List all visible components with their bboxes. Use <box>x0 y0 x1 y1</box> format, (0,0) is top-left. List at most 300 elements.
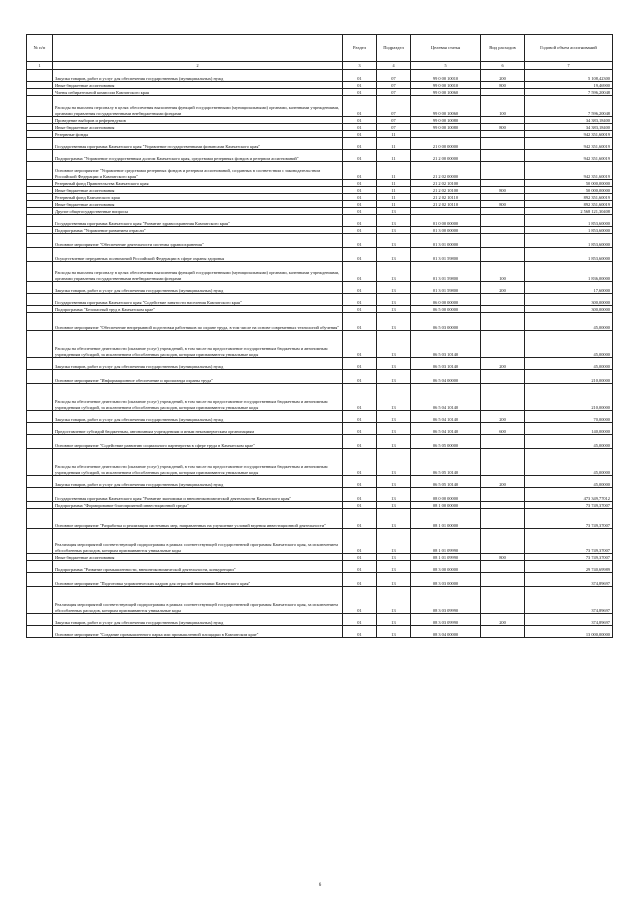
row-num-cell <box>27 313 53 331</box>
row-podrazdel-cell: 11 <box>377 131 411 138</box>
row-podrazdel-cell: 11 <box>377 150 411 162</box>
row-name-cell: Иные бюджетные ассигнования <box>53 124 343 131</box>
table-row <box>27 162 613 180</box>
row-vid-cell: 800 <box>481 82 525 89</box>
row-razdel-cell: 01 <box>343 573 377 587</box>
table-body <box>27 70 613 638</box>
row-article-cell: 06 5 03 00000 <box>411 313 481 331</box>
row-amount-cell: 942 351,60019 <box>525 162 613 180</box>
row-vid-cell: 100 <box>481 96 525 117</box>
table-row <box>27 117 613 124</box>
row-name-cell: Государственная программа Камчатского края "Развитие экономики и внешнеэкономической деятельности Камчатского края" <box>53 488 343 502</box>
row-razdel-cell: 01 <box>343 124 377 131</box>
row-name-cell: Иные бюджетные ассигнования <box>53 82 343 89</box>
row-name-cell: Закупка товаров, работ и услуг для обеспечения государственных (муниципальных) нужд <box>53 70 343 82</box>
row-podrazdel-cell: 13 <box>377 248 411 262</box>
row-num-cell <box>27 131 53 138</box>
row-razdel-cell: 01 <box>343 89 377 96</box>
table-row <box>27 331 613 358</box>
row-razdel-cell: 01 <box>343 262 377 282</box>
row-name-cell: Расходы на обеспечение деятельности (оказание услуг) учреждений, в том числе на предоставление государственным бюджетным и автономным учреждениям субсидий, за исключением обособленных расходов, которым присваиваются уникальные коды <box>53 384 343 411</box>
row-razdel-cell: 01 <box>343 554 377 561</box>
row-podrazdel-cell: 13 <box>377 476 411 488</box>
row-num-cell <box>27 282 53 294</box>
row-num-cell <box>27 294 53 306</box>
row-podrazdel-cell: 07 <box>377 124 411 131</box>
row-amount-cell: 1 853,60000 <box>525 234 613 248</box>
row-vid-cell <box>481 384 525 411</box>
colnum-4: 4 <box>377 62 411 70</box>
row-name-cell: Иные бюджетные ассигнования <box>53 187 343 194</box>
row-vid-cell <box>481 435 525 449</box>
table-row <box>27 248 613 262</box>
colnum-1: 1 <box>27 62 53 70</box>
row-razdel-cell: 01 <box>343 117 377 124</box>
table-row <box>27 529 613 554</box>
row-vid-cell <box>481 234 525 248</box>
row-razdel-cell: 01 <box>343 187 377 194</box>
row-vid-cell: 200 <box>481 282 525 294</box>
row-podrazdel-cell: 13 <box>377 626 411 638</box>
row-name-cell: Расходы на обеспечение деятельности (оказание услуг) учреждений, в том числе на предоставление государственным бюджетным и автономным учреждениям субсидий, за исключением обособленных расходов, которым присваиваются уникальные коды <box>53 449 343 476</box>
row-num-cell <box>27 449 53 476</box>
row-razdel-cell: 01 <box>343 227 377 234</box>
row-razdel-cell: 01 <box>343 423 377 435</box>
table-row <box>27 201 613 208</box>
table-row <box>27 306 613 313</box>
row-razdel-cell: 01 <box>343 529 377 554</box>
table-row <box>27 509 613 529</box>
row-article-cell: 01 3 01 59800 <box>411 282 481 294</box>
table-row <box>27 488 613 502</box>
table-row <box>27 411 613 423</box>
table-row <box>27 96 613 117</box>
row-razdel-cell: 01 <box>343 282 377 294</box>
row-name-cell: Осуществление переданных полномочий Российской Федерации в сфере охраны здоровья <box>53 248 343 262</box>
row-article-cell: 01 3 01 00000 <box>411 234 481 248</box>
row-razdel-cell: 01 <box>343 138 377 150</box>
row-num-cell <box>27 561 53 573</box>
row-amount-cell: 5 108,42300 <box>525 70 613 82</box>
budget-table <box>26 34 613 638</box>
row-name-cell: Основное мероприятие "Разработка и реализация системных мер, направленных на улучшение условий ведения инвестиционной деятельности" <box>53 509 343 529</box>
row-vid-cell <box>481 194 525 201</box>
row-podrazdel-cell: 07 <box>377 117 411 124</box>
row-razdel-cell: 01 <box>343 370 377 384</box>
row-amount-cell: 942 351,60019 <box>525 131 613 138</box>
row-amount-cell: 374,89697 <box>525 587 613 614</box>
row-amount-cell: 210,00000 <box>525 384 613 411</box>
row-razdel-cell: 01 <box>343 208 377 215</box>
header-num: № п/п <box>27 35 53 62</box>
header-amount: Годовой объем ассигнований <box>525 35 613 62</box>
row-vid-cell: 200 <box>481 70 525 82</box>
table-row <box>27 194 613 201</box>
row-name-cell: Основное мероприятие "Подготовка управленческих кадров для отраслей экономики Камчатского края" <box>53 573 343 587</box>
row-razdel-cell: 01 <box>343 561 377 573</box>
row-podrazdel-cell: 11 <box>377 187 411 194</box>
row-razdel-cell: 01 <box>343 194 377 201</box>
row-vid-cell: 800 <box>481 201 525 208</box>
row-vid-cell <box>481 180 525 187</box>
row-article-cell: 99 0 00 10060 <box>411 96 481 117</box>
row-amount-cell: 7 596,20048 <box>525 96 613 117</box>
row-podrazdel-cell: 13 <box>377 331 411 358</box>
row-num-cell <box>27 411 53 423</box>
row-podrazdel-cell: 13 <box>377 449 411 476</box>
row-article-cell: 01 3 00 00000 <box>411 227 481 234</box>
row-amount-cell: 29 740,69989 <box>525 561 613 573</box>
table-row <box>27 234 613 248</box>
row-podrazdel-cell: 13 <box>377 294 411 306</box>
row-podrazdel-cell: 13 <box>377 282 411 294</box>
row-num-cell <box>27 502 53 509</box>
row-amount-cell: 73 749,37007 <box>525 509 613 529</box>
row-razdel-cell: 01 <box>343 248 377 262</box>
row-article-cell: 21 2 02 10110 <box>411 194 481 201</box>
row-amount-cell: 1 853,60000 <box>525 248 613 262</box>
row-article-cell: 06 5 03 10140 <box>411 358 481 370</box>
row-podrazdel-cell: 13 <box>377 313 411 331</box>
colnum-2: 2 <box>53 62 343 70</box>
table-row <box>27 561 613 573</box>
row-article-cell: 21 2 02 00000 <box>411 162 481 180</box>
row-razdel-cell: 01 <box>343 411 377 423</box>
row-podrazdel-cell: 11 <box>377 201 411 208</box>
row-amount-cell: 942 351,60019 <box>525 150 613 162</box>
row-amount-cell: 73 749,37007 <box>525 529 613 554</box>
row-num-cell <box>27 124 53 131</box>
row-razdel-cell: 01 <box>343 502 377 509</box>
row-vid-cell <box>481 208 525 215</box>
table-row <box>27 502 613 509</box>
row-razdel-cell: 01 <box>343 215 377 227</box>
row-amount-cell: 7 596,20048 <box>525 89 613 96</box>
row-vid-cell <box>481 313 525 331</box>
row-article-cell: 21 2 02 10100 <box>411 180 481 187</box>
row-article-cell: 06 5 04 10140 <box>411 411 481 423</box>
row-num-cell <box>27 626 53 638</box>
row-podrazdel-cell: 07 <box>377 96 411 117</box>
page-number: 6 <box>318 883 322 888</box>
table-row <box>27 554 613 561</box>
row-amount-cell: 374,89697 <box>525 573 613 587</box>
row-podrazdel-cell: 13 <box>377 488 411 502</box>
table-row <box>27 384 613 411</box>
header-name <box>53 35 343 62</box>
row-article-cell: 06 5 04 00000 <box>411 370 481 384</box>
row-num-cell <box>27 201 53 208</box>
row-amount-cell: 300,00000 <box>525 294 613 306</box>
row-num-cell <box>27 384 53 411</box>
table-row <box>27 423 613 435</box>
row-amount-cell: 13 000,00000 <box>525 626 613 638</box>
row-razdel-cell: 01 <box>343 626 377 638</box>
row-name-cell: Расходы на обеспечение деятельности (оказание услуг) учреждений, в том числе на предоставление государственным бюджетным и автономным учреждениям субсидий, за исключением обособленных расходов, которым присваиваются уникальные коды <box>53 331 343 358</box>
row-num-cell <box>27 138 53 150</box>
row-podrazdel-cell: 13 <box>377 411 411 423</box>
row-name-cell: Подпрограмма "Развитие промышленности, внешнеэкономической деятельности, конкуренции" <box>53 561 343 573</box>
table-row <box>27 587 613 614</box>
row-article-cell: 06 0 00 00000 <box>411 294 481 306</box>
table-row <box>27 227 613 234</box>
table-row <box>27 294 613 306</box>
row-vid-cell <box>481 138 525 150</box>
row-name-cell: Резервные фонды <box>53 131 343 138</box>
row-article-cell: 06 5 00 00000 <box>411 306 481 313</box>
row-amount-cell: 942 351,60019 <box>525 138 613 150</box>
row-num-cell <box>27 476 53 488</box>
row-num-cell <box>27 488 53 502</box>
header-razdel: Раздел <box>343 35 377 62</box>
row-vid-cell: 200 <box>481 358 525 370</box>
row-article-cell: 08 3 03 09990 <box>411 614 481 626</box>
row-vid-cell <box>481 488 525 502</box>
table-row <box>27 614 613 626</box>
row-name-cell: Государственная программа Камчатского края "Содействие занятости населения Камчатского края" <box>53 294 343 306</box>
row-podrazdel-cell: 13 <box>377 554 411 561</box>
row-vid-cell <box>481 215 525 227</box>
row-num-cell <box>27 234 53 248</box>
table-row <box>27 313 613 331</box>
row-razdel-cell: 01 <box>343 82 377 89</box>
row-razdel-cell: 01 <box>343 313 377 331</box>
row-amount-cell: 45,00000 <box>525 435 613 449</box>
row-name-cell: Расходы на выплаты персоналу в целях обеспечения выполнения функций государственными (муниципальными) органами, казенными учреждениями, органами управления государственными внебюджетными фондами <box>53 96 343 117</box>
row-vid-cell <box>481 626 525 638</box>
row-podrazdel-cell: 13 <box>377 262 411 282</box>
row-vid-cell: 800 <box>481 124 525 131</box>
row-num-cell <box>27 262 53 282</box>
row-razdel-cell: 01 <box>343 131 377 138</box>
row-razdel-cell: 01 <box>343 488 377 502</box>
row-amount-cell: 473 349,77012 <box>525 488 613 502</box>
row-name-cell: Основное мероприятие "Создание промышленного парка или промышленной площадки в Камчатском крае" <box>53 626 343 638</box>
row-vid-cell <box>481 89 525 96</box>
row-amount-cell: 1 836,00000 <box>525 262 613 282</box>
row-razdel-cell: 01 <box>343 476 377 488</box>
table-row <box>27 573 613 587</box>
row-vid-cell <box>481 306 525 313</box>
header-podrazdel: Подраздел <box>377 35 411 62</box>
row-num-cell <box>27 370 53 384</box>
colnum-7: 7 <box>525 62 613 70</box>
row-vid-cell: 800 <box>481 554 525 561</box>
row-amount-cell: 2 568 121,30408 <box>525 208 613 215</box>
row-podrazdel-cell: 13 <box>377 215 411 227</box>
row-vid-cell <box>481 502 525 509</box>
row-article-cell: 08 1 00 00000 <box>411 502 481 509</box>
row-article-cell: 01 3 01 59800 <box>411 262 481 282</box>
row-vid-cell <box>481 587 525 614</box>
row-article-cell: 21 0 00 00000 <box>411 138 481 150</box>
row-podrazdel-cell: 13 <box>377 561 411 573</box>
row-num-cell <box>27 187 53 194</box>
row-amount-cell: 50 000,00000 <box>525 180 613 187</box>
row-name-cell: Расходы на выплаты персоналу в целях обеспечения выполнения функций государственными (муниципальными) органами, казенными учреждениями, органами управления государственными внебюджетными фондами <box>53 262 343 282</box>
table-row <box>27 215 613 227</box>
row-name-cell: Подпрограмма "Безопасный труд в Камчатском крае" <box>53 306 343 313</box>
row-num-cell <box>27 70 53 82</box>
row-name-cell: Иные бюджетные ассигнования <box>53 554 343 561</box>
row-vid-cell <box>481 150 525 162</box>
row-amount-cell: 892 351,60019 <box>525 201 613 208</box>
row-name-cell: Закупка товаров, работ и услуг для обеспечения государственных (муниципальных) нужд <box>53 614 343 626</box>
row-vid-cell <box>481 248 525 262</box>
row-article-cell: 99 0 00 10080 <box>411 124 481 131</box>
row-amount-cell: 45,00000 <box>525 313 613 331</box>
row-article-cell <box>411 131 481 138</box>
row-article-cell: 06 5 03 10140 <box>411 331 481 358</box>
row-name-cell: Основное мероприятие "Содействие развитию социального партнерства в сфере труда в Камчатском крае" <box>53 435 343 449</box>
row-num-cell <box>27 554 53 561</box>
row-podrazdel-cell: 13 <box>377 435 411 449</box>
row-podrazdel-cell: 13 <box>377 502 411 509</box>
row-name-cell: Предоставление субсидий бюджетным, автономным учреждениям и иным некоммерческим организациям <box>53 423 343 435</box>
row-article-cell: 06 5 05 10140 <box>411 449 481 476</box>
table-row <box>27 435 613 449</box>
row-num-cell <box>27 96 53 117</box>
row-name-cell: Резервный фонд Правительства Камчатского края <box>53 180 343 187</box>
row-vid-cell <box>481 449 525 476</box>
row-razdel-cell: 01 <box>343 509 377 529</box>
row-num-cell <box>27 331 53 358</box>
row-name-cell: Реализация мероприятий соответствующей подпрограммы в рамках соответствующей государственной программы Камчатского края, за исключением обособленных расходов, которым присваиваются уникальные коды <box>53 587 343 614</box>
row-name-cell: Основное мероприятие "Информационное обеспечение и пропаганда охраны труда" <box>53 370 343 384</box>
row-num-cell <box>27 435 53 449</box>
table-row <box>27 262 613 282</box>
table-row <box>27 208 613 215</box>
row-name-cell: Проведение выборов и референдумов <box>53 117 343 124</box>
row-name-cell: Основное мероприятие "Обеспечение деятельности системы здравоохранения" <box>53 234 343 248</box>
row-num-cell <box>27 89 53 96</box>
row-vid-cell <box>481 227 525 234</box>
row-amount-cell: 70,00000 <box>525 411 613 423</box>
row-podrazdel-cell: 13 <box>377 306 411 313</box>
table-row <box>27 626 613 638</box>
row-name-cell: Резервный фонд Камчатского края <box>53 194 343 201</box>
row-vid-cell <box>481 561 525 573</box>
row-podrazdel-cell: 13 <box>377 529 411 554</box>
row-article-cell: 08 3 04 00000 <box>411 626 481 638</box>
row-num-cell <box>27 306 53 313</box>
row-podrazdel-cell: 13 <box>377 358 411 370</box>
row-podrazdel-cell: 07 <box>377 70 411 82</box>
row-amount-cell: 300,00000 <box>525 306 613 313</box>
row-vid-cell: 200 <box>481 476 525 488</box>
row-article-cell: 08 3 00 00000 <box>411 561 481 573</box>
row-name-cell: Государственная программа Камчатского края "Развитие здравоохранения Камчатского края" <box>53 215 343 227</box>
colnum-5: 5 <box>411 62 481 70</box>
row-vid-cell: 200 <box>481 411 525 423</box>
row-article-cell: 08 1 01 09990 <box>411 529 481 554</box>
row-podrazdel-cell: 07 <box>377 82 411 89</box>
row-amount-cell: 1 853,60000 <box>525 227 613 234</box>
row-razdel-cell: 01 <box>343 331 377 358</box>
row-vid-cell <box>481 162 525 180</box>
row-name-cell: Основное мероприятие "Обеспечение непрерывной подготовки работников по охране труда, в том числе на основе современных технологий обучения" <box>53 313 343 331</box>
row-article-cell: 01 0 00 00000 <box>411 215 481 227</box>
row-name-cell: Подпрограмма "Управление государственным долгом Камчатского края, средствами резервных фондов и резервом ассигнований" <box>53 150 343 162</box>
row-name-cell: Подпрограмма "Формирование благоприятной инвестиционной среды" <box>53 502 343 509</box>
row-num-cell <box>27 248 53 262</box>
row-vid-cell <box>481 529 525 554</box>
row-num-cell <box>27 117 53 124</box>
row-amount-cell: 17,60000 <box>525 282 613 294</box>
row-razdel-cell: 01 <box>343 384 377 411</box>
row-num-cell <box>27 194 53 201</box>
header-article: Целевая статья <box>411 35 481 62</box>
row-article-cell: 08 3 03 00000 <box>411 573 481 587</box>
table-header-row <box>27 35 613 62</box>
row-name-cell: Подпрограмма "Управление развитием отрасли" <box>53 227 343 234</box>
table-row <box>27 370 613 384</box>
row-podrazdel-cell: 13 <box>377 509 411 529</box>
row-amount-cell: 73 749,37007 <box>525 554 613 561</box>
row-razdel-cell: 01 <box>343 306 377 313</box>
row-article-cell: 21 2 02 10100 <box>411 187 481 194</box>
row-vid-cell <box>481 370 525 384</box>
row-num-cell <box>27 208 53 215</box>
row-num-cell <box>27 614 53 626</box>
row-name-cell: Закупка товаров, работ и услуг для обеспечения государственных (муниципальных) нужд <box>53 358 343 370</box>
row-name-cell: Реализация мероприятий соответствующей подпрограммы в рамках соответствующей государственной программы Камчатского края, за исключением обособленных расходов, которым присваиваются уникальные коды <box>53 529 343 554</box>
header-vid: Вид расходов <box>481 35 525 62</box>
row-podrazdel-cell: 13 <box>377 614 411 626</box>
row-article-cell: 99 0 00 10080 <box>411 117 481 124</box>
row-article-cell: 99 0 00 10010 <box>411 70 481 82</box>
row-vid-cell <box>481 573 525 587</box>
table-row <box>27 150 613 162</box>
row-article-cell: 06 5 04 10140 <box>411 423 481 435</box>
row-razdel-cell: 01 <box>343 180 377 187</box>
table-row <box>27 476 613 488</box>
row-podrazdel-cell: 07 <box>377 89 411 96</box>
row-podrazdel-cell: 11 <box>377 194 411 201</box>
row-vid-cell: 600 <box>481 423 525 435</box>
row-num-cell <box>27 587 53 614</box>
row-vid-cell: 100 <box>481 262 525 282</box>
row-podrazdel-cell: 13 <box>377 227 411 234</box>
row-amount-cell: 45,00000 <box>525 449 613 476</box>
row-name-cell: Основное мероприятие "Управление средствами резервных фондов и резервом ассигнований, созданных в соответствии с законодательством Российской Федерации и Камчатского края" <box>53 162 343 180</box>
row-razdel-cell: 01 <box>343 150 377 162</box>
row-amount-cell: 1 853,60000 <box>525 215 613 227</box>
row-article-cell: 06 5 05 00000 <box>411 435 481 449</box>
table-row <box>27 138 613 150</box>
row-vid-cell: 200 <box>481 614 525 626</box>
row-num-cell <box>27 150 53 162</box>
table-row <box>27 358 613 370</box>
row-name-cell: Другие общегосударственные вопросы <box>53 208 343 215</box>
row-article-cell: 06 5 04 10140 <box>411 384 481 411</box>
row-num-cell <box>27 423 53 435</box>
table-row <box>27 82 613 89</box>
table-row <box>27 124 613 131</box>
row-podrazdel-cell: 13 <box>377 234 411 248</box>
row-name-cell: Государственная программа Камчатского края "Управление государственными финансами Камчатского края" <box>53 138 343 150</box>
table-row <box>27 89 613 96</box>
table-row <box>27 131 613 138</box>
row-num-cell <box>27 573 53 587</box>
row-podrazdel-cell: 11 <box>377 180 411 187</box>
row-amount-cell: 210,00000 <box>525 370 613 384</box>
row-amount-cell: 34 383,18400 <box>525 117 613 124</box>
row-num-cell <box>27 509 53 529</box>
row-name-cell: Иные бюджетные ассигнования <box>53 201 343 208</box>
row-vid-cell <box>481 331 525 358</box>
row-amount-cell: 140,00000 <box>525 423 613 435</box>
